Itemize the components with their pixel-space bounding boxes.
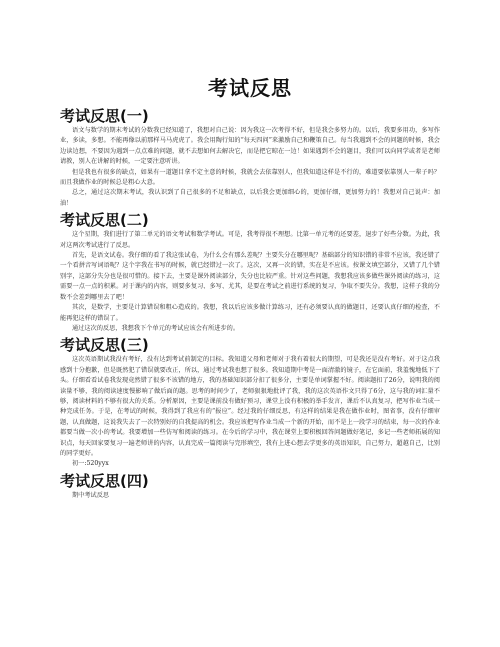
- section-4: [60, 472, 440, 501]
- paragraph: 其次，是数学，主要是计算错误和粗心造成的。我想，我以后应该多做计算练习，还有必须要认真的做题目，还要认真仔细的检查，不能再犯这样的错误了。: [60, 304, 440, 322]
- paragraph: 首先，是语文试卷。我仔细的看了我这张试卷，为什么会有那么差呢？主要失分在哪里呢？基础部分的知识错的非常不应该，我还错了一个看拼音写词语呢？这个字我在书写的时候，就已经错过一次了。这次，又再一次的错，实在是不应该。按课文填空部分，又错了几个错别字，这部分失分也是很可惜的。接下去，主要是课外阅读部分，失分也比较严重。针对这些问题，我想我应该多做些课外阅读的练习，这需要一点一点的积累。对于课内的内容，则要多复习、多写、尤其，是要在考试之前进行系统的复习，争取不要失分。我想，这样子我的分数不会差到哪里去了吧！: [60, 252, 440, 301]
- paragraph: 总之，通过这次期末考试，我认识到了自己很多的不足和缺点，以后我会更加细心的，更加仔细，更加努力的！我想对自己说声：加油！: [60, 189, 440, 207]
- section-1: [60, 107, 440, 209]
- section-heading: 考试反思(三): [60, 336, 149, 355]
- section-3: [60, 336, 440, 469]
- paragraph: 这次英语期试我没有考好，没有达到考试前制定的目标。我知道父母和老师对于我有着很大的期望，可是我还是没有考好。对于这点我感到十分抱歉，但是既然犯了错误就要改正，所以，通过考试我也想了很多。我知道期中考是一面清澈的镜子，在它面前，我羞愧地低下了头。仔细看看试卷我发现竟然错了很多不该错的地方，我的基础知识部分扣了很多分，主要是单词掌握不好。阅读题扣了26分，说明我的阅读量不够，我的阅读速度慢影响了做后面的题。思考的时间少了，老师狠狠地批评了我，我的这次英语作文只得了6分，这与我的词汇量不够，阅读材料的不够有很大的关系。分析原因，主要是课前没有做好预习，课堂上没有积极的举手发言，课后不认真复习，把写作业当成一种完成任务。于是，在考试的时候，我得到了我应有的“报应”。经过我的仔细反思，有这样的结果是我在做作业时，图省事，没有仔细审题，认真做题，这说我失去了一次特别好的自我提高的机会。我应该把写作业当成一个新的开始，而不是上一段学习的结束，每一次的作业都要当做一次小的考试。我要增加一些仿写和阅读的练习。在今后的学习中，我在课堂上要积极回答问题做好笔记，多记一些老师拓展的知识点，每天回家要复习一遍老师讲的内容，认真完成一篇阅读与完形填空，我有上进心想去学更多的英语知识，自己努力，超越自己，比别的同学更好。: [60, 356, 440, 457]
- section-2: [60, 211, 440, 334]
- paragraph: 但是我也有很多的缺点，如果有一道题目拿不定主意的时候，我就会去依靠别人，但我知道这样是不行的，难道要依靠别人一辈子吗？而且我做作业的时候总是粗心大意。: [60, 168, 440, 187]
- paragraph: 通过这次的反思，我想我下个单元的考试应该会有所进步的。: [72, 324, 240, 332]
- paragraph: 初一:520yyx: [72, 460, 109, 468]
- document-title: 考试反思: [208, 76, 292, 100]
- section-heading: 考试反思(一): [60, 107, 149, 125]
- paragraph: 这个星期，我们进行了第二单元的语文考试和数学考试。可是，我考得很不理想。比第一单元考的还要差，退步了好些分数。为此，我对这两次考试进行了反思。: [60, 231, 440, 249]
- paragraph: 语文与数学的期末考试的分数我已经知道了，我想对自己说：因为我这一次考得不好，但是我会多努力的。以后，我要多用功，多写作业，多读，多想。不能再像以前那样马马虎虎了。我会用陶行知的“每天四问”来激励自己和鞭策自己。每当我遇到不会的问题的时候，我会边读边想，不要因为遇到一点点难的问题，就不去想如何去解决它，而是把它晾在一边！如果遇到不会的题目，我们可以向同学或者是老师请教，别人在讲解的时候，一定要注意听讲。: [60, 127, 440, 166]
- section-heading: 考试反思(四): [60, 471, 149, 490]
- paragraph: 期中考试反思: [72, 491, 110, 499]
- section-heading: 考试反思(二): [60, 211, 149, 230]
